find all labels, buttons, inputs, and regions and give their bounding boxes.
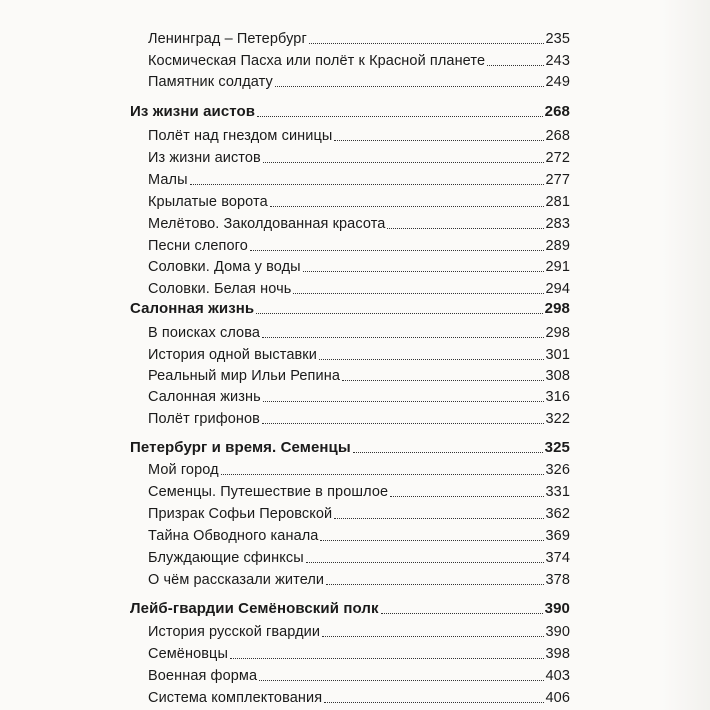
toc-entry-page: 369	[545, 528, 570, 544]
toc-entry-title: Военная форма	[148, 668, 258, 684]
toc-entry-title: Реальный мир Ильи Репина	[148, 368, 340, 384]
toc-entry-page: 249	[545, 74, 570, 90]
toc-entry	[148, 167, 570, 189]
toc-leader-dots	[256, 313, 542, 314]
toc-entry-title: Мелётово. Заколдованная красота	[148, 216, 386, 232]
toc-entry-title: Салонная жизнь	[148, 389, 261, 405]
toc-entry	[148, 663, 570, 685]
toc-entry	[148, 641, 570, 663]
toc-section-title: Из жизни аистов	[130, 103, 256, 120]
toc-entry	[148, 69, 570, 91]
toc-entry-page: 289	[545, 238, 570, 254]
toc-entry-title: История одной выставки	[148, 347, 317, 363]
toc-section-page: 325	[544, 439, 570, 456]
toc-section	[130, 596, 570, 618]
toc-entry-title: Песни слепого	[148, 238, 248, 254]
toc-entry	[148, 545, 570, 567]
toc-entry-page: 243	[545, 53, 570, 69]
toc-entry	[148, 384, 570, 406]
toc-entry	[148, 619, 570, 641]
toc-leader-dots	[262, 423, 544, 424]
toc-entry-title: Памятник солдату	[148, 74, 273, 90]
toc-entry-page: 301	[545, 347, 570, 363]
toc-section-page: 268	[544, 103, 570, 120]
toc-entry	[148, 123, 570, 145]
toc-entry-page: 331	[545, 484, 570, 500]
toc-entry	[148, 254, 570, 276]
toc-entry-title: Тайна Обводного канала	[148, 528, 319, 544]
toc-entry	[148, 685, 570, 707]
toc-leader-dots	[353, 452, 543, 453]
toc-entry-title: Ленинград – Петербург	[148, 31, 307, 47]
toc-leader-dots	[263, 401, 544, 402]
toc-entry-page: 291	[545, 259, 570, 275]
toc-entry-title: Из жизни аистов	[148, 150, 261, 166]
page-edge-shadow	[662, 0, 710, 710]
toc-entry-title: Малы	[148, 172, 188, 188]
toc-section-page: 390	[544, 600, 570, 617]
toc-entry-page: 390	[545, 624, 570, 640]
toc-entry-title: Система комплектования	[148, 690, 323, 706]
toc-section	[130, 99, 570, 121]
toc-entry-title: Семёновцы	[148, 646, 228, 662]
toc-leader-dots	[487, 65, 543, 66]
toc-leader-dots	[320, 540, 543, 541]
toc-leader-dots	[326, 584, 543, 585]
toc-leader-dots	[275, 86, 544, 87]
toc-entry-page: 403	[545, 668, 570, 684]
toc-leader-dots	[324, 702, 543, 703]
toc-entry-title: Семенцы. Путешествие в прошлое	[148, 484, 389, 500]
toc-entry-page: 378	[545, 572, 570, 588]
toc-entry	[148, 320, 570, 342]
toc-entry	[148, 501, 570, 523]
toc-leader-dots	[387, 228, 543, 229]
toc-entry-title: Космическая Пасха или полёт к Красной планете	[148, 53, 486, 69]
toc-leader-dots	[259, 680, 543, 681]
toc-leader-dots	[322, 636, 543, 637]
toc-leader-dots	[250, 250, 544, 251]
toc-leader-dots	[306, 562, 544, 563]
toc-leader-dots	[390, 496, 543, 497]
toc-entry	[148, 189, 570, 211]
toc-leader-dots	[334, 518, 543, 519]
toc-section-title: Салонная жизнь	[130, 300, 255, 317]
toc-entry-page: 374	[545, 550, 570, 566]
toc-entry-title: Полёт над гнездом синицы	[148, 128, 333, 144]
toc-leader-dots	[303, 271, 544, 272]
toc-entry-title: Мой город	[148, 462, 219, 478]
toc-section-title: Петербург и время. Семенцы	[130, 439, 351, 456]
toc-leader-dots	[262, 337, 543, 338]
toc-section-title: Лейб-гвардии Семёновский полк	[130, 600, 379, 617]
toc-entry	[148, 48, 570, 70]
toc-entry	[148, 342, 570, 364]
toc-entry-title: История русской гвардии	[148, 624, 321, 640]
toc-entry-page: 277	[545, 172, 570, 188]
toc-leader-dots	[293, 293, 543, 294]
toc-leader-dots	[381, 613, 543, 614]
toc-leader-dots	[342, 380, 544, 381]
toc-leader-dots	[263, 162, 544, 163]
toc-entry-page: 398	[545, 646, 570, 662]
toc-entry	[148, 479, 570, 501]
toc-entry-title: Соловки. Дома у воды	[148, 259, 301, 275]
toc-entry-title: Призрак Софьи Перовской	[148, 506, 333, 522]
toc-entry	[148, 406, 570, 428]
toc-entry	[148, 211, 570, 233]
toc-entry-page: 316	[545, 389, 570, 405]
toc-entry-page: 406	[545, 690, 570, 706]
toc-entry-page: 294	[545, 281, 570, 297]
toc-entry-title: Полёт грифонов	[148, 411, 260, 427]
toc-entry	[148, 523, 570, 545]
toc-entry	[148, 145, 570, 167]
toc-entry-page: 308	[545, 368, 570, 384]
toc-entry-page: 322	[545, 411, 570, 427]
toc-entry-title: В поисках слова	[148, 325, 261, 341]
toc-leader-dots	[309, 43, 544, 44]
toc-entry-title: О чём рассказали жители	[148, 572, 325, 588]
toc-leader-dots	[190, 184, 544, 185]
toc-entry-page: 268	[545, 128, 570, 144]
toc-entry-page: 362	[545, 506, 570, 522]
toc-entry	[148, 457, 570, 479]
toc-entry	[148, 567, 570, 589]
toc-entry-title: Соловки. Белая ночь	[148, 281, 292, 297]
toc-section	[130, 435, 570, 457]
toc-leader-dots	[319, 359, 544, 360]
toc-entry-title: Блуждающие сфинксы	[148, 550, 304, 566]
toc-leader-dots	[257, 116, 543, 117]
toc-section	[130, 296, 570, 318]
toc-entry	[148, 276, 570, 298]
toc-entry	[148, 233, 570, 255]
toc-leader-dots	[334, 140, 543, 141]
toc-leader-dots	[221, 474, 544, 475]
toc-entry-page: 272	[545, 150, 570, 166]
toc-section-page: 298	[544, 300, 570, 317]
toc-entry-page: 281	[545, 194, 570, 210]
toc-entry-page: 283	[545, 216, 570, 232]
toc-entry-page: 298	[545, 325, 570, 341]
toc-leader-dots	[230, 658, 544, 659]
toc-entry-page: 235	[545, 31, 570, 47]
toc-entry-page: 326	[545, 462, 570, 478]
toc-entry	[148, 26, 570, 48]
toc-entry-title: Крылатые ворота	[148, 194, 268, 210]
toc-leader-dots	[270, 206, 544, 207]
toc-entry	[148, 363, 570, 385]
